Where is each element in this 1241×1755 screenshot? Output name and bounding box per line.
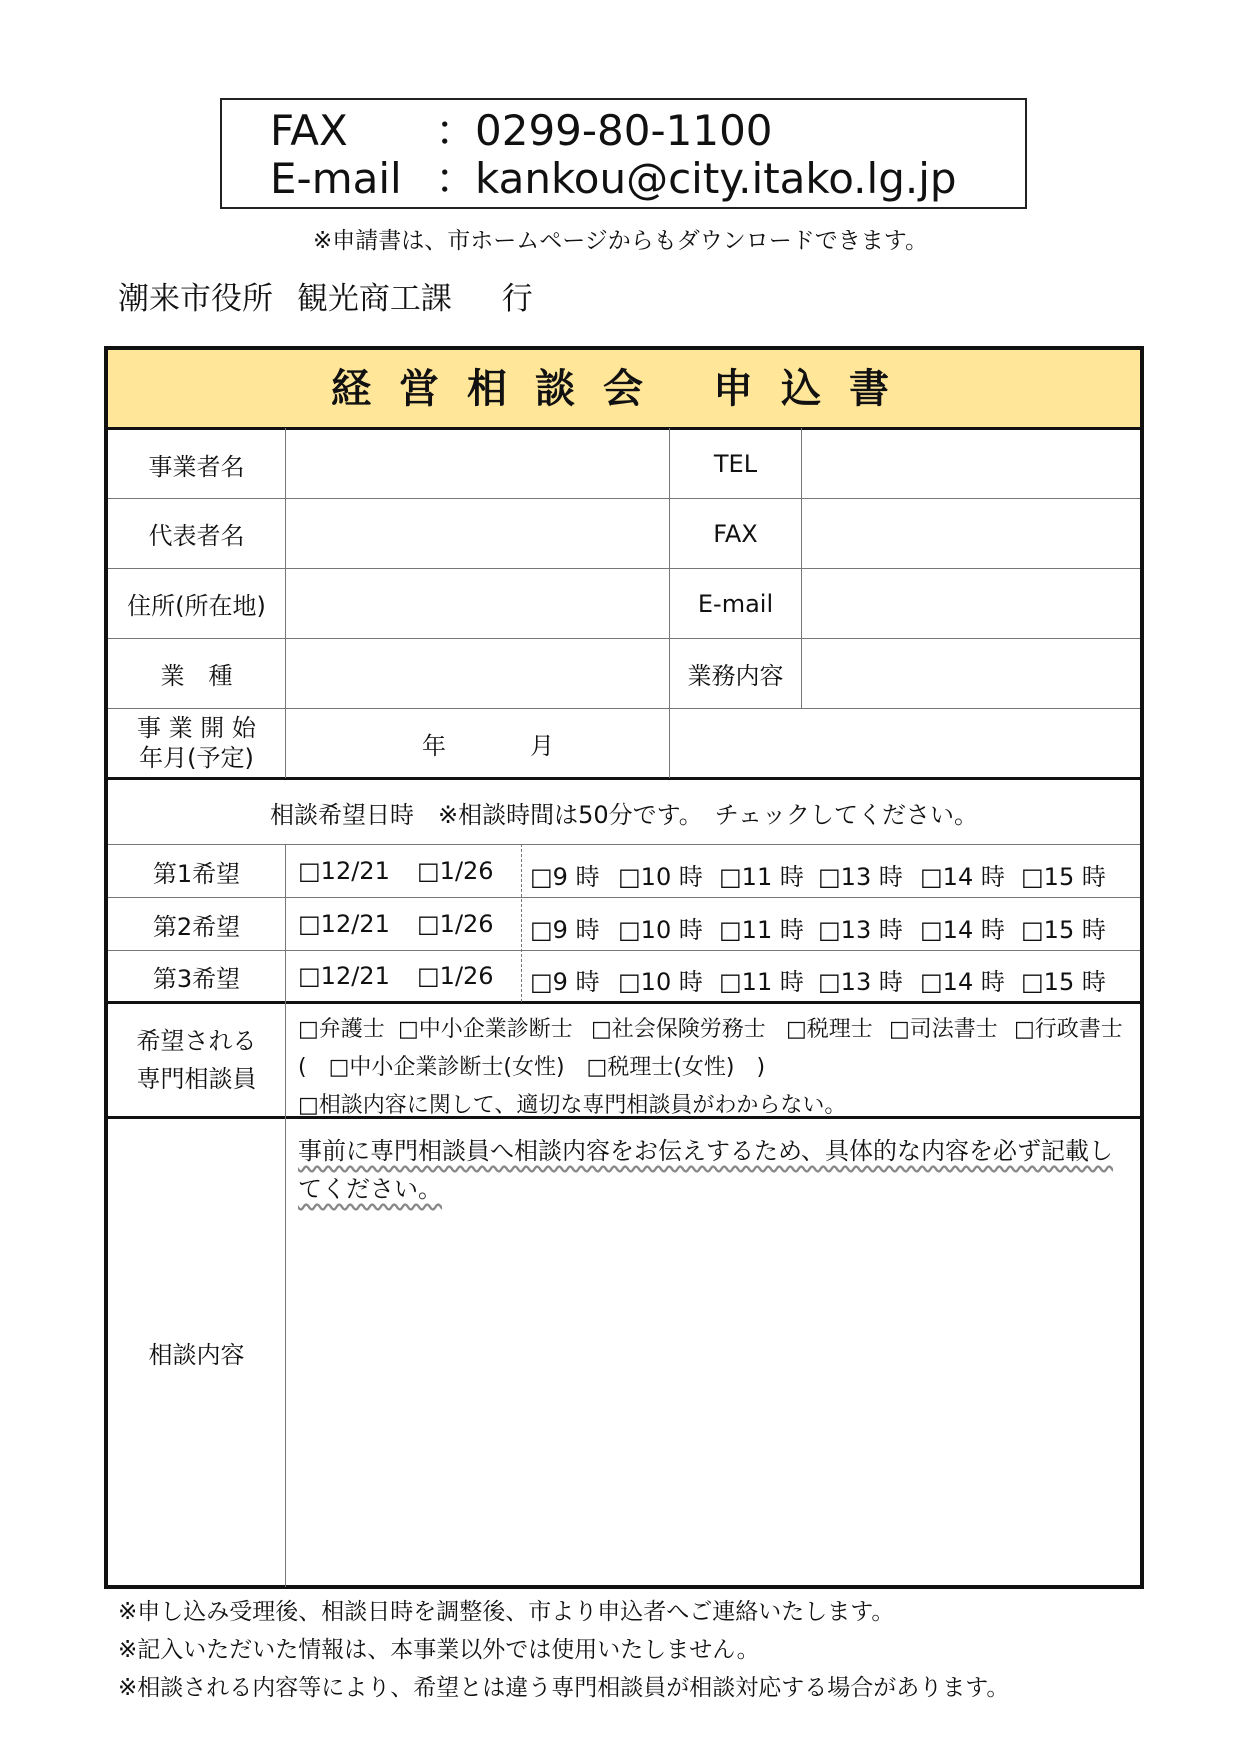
time-checkbox[interactable]: □10 時 [618,968,703,996]
addressee-office: 潮来市役所 [118,281,273,317]
consultant-option-female[interactable]: ( □中小企業診断士(女性) □税理士(女性) ) [298,1055,766,1080]
fax-label: FAX [270,106,348,155]
time-checkbox[interactable]: □11 時 [719,863,804,891]
email-address: kankou@city.itako.lg.jp [475,154,957,203]
schedule-header: 相談希望日時 ※相談時間は50分です。 チェックしてください。 [269,800,978,829]
address-input[interactable] [286,569,669,638]
business-content-input[interactable] [802,639,1140,708]
time-checkbox[interactable]: □11 時 [719,916,804,944]
time-checkbox[interactable]: □15 時 [1021,968,1106,996]
date-checkbox[interactable]: □1/26 [417,857,494,885]
industry-label: 業 種 [160,662,233,690]
business-content-label: 業務内容 [687,662,784,690]
consultant-option[interactable]: □弁護士 [298,1017,385,1042]
addressee-dept: 観光商工課 [296,281,452,317]
time-checkbox[interactable]: □10 時 [618,863,703,891]
fax-number: 0299-80-1100 [475,106,773,155]
date-checkbox[interactable]: □12/21 [298,910,390,938]
consultant-option[interactable]: □司法書士 [889,1017,998,1042]
col-divider [285,844,286,1002]
business-name-label: 事業者名 [148,452,245,481]
time-checkbox[interactable]: □13 時 [818,916,903,944]
consultant-label-line1: 希望される [136,1027,257,1055]
fax-input[interactable] [802,499,1140,568]
email-separator: ： [435,154,478,203]
email-label-cell: E-mail [697,589,774,618]
consultant-option[interactable]: □税理士 [786,1017,873,1042]
footnote: ※記入いただいた情報は、本事業以外では使用いたしません。 [118,1637,760,1663]
application-form [104,346,1144,1589]
time-checkbox[interactable]: □10 時 [618,916,703,944]
start-date-label-line1: 事 業 開 始 [137,714,256,742]
choice-label: 第1希望 [152,859,241,888]
content-label: 相談内容 [148,1340,245,1369]
consultant-label-line2: 専門相談員 [136,1065,257,1093]
form-title: 経営相談会 申込書 [108,350,1140,430]
time-checkbox[interactable]: □14 時 [920,968,1005,996]
content-textarea[interactable] [286,1200,1140,1585]
start-date-input[interactable] [286,709,669,777]
tel-label: TEL [713,450,758,478]
date-checkbox[interactable]: □12/21 [298,962,390,990]
footnote: ※申し込み受理後、相談日時を調整後、市より申込者へご連絡いたします。 [118,1599,895,1625]
content-instruction: 事前に専門相談員へ相談内容をお伝えするため、具体的な内容を必ず記載してください。 [298,1137,1114,1203]
consultant-label [108,1004,285,1116]
date-checkbox[interactable]: □12/21 [298,857,390,885]
date-checkbox[interactable]: □1/26 [417,962,494,990]
tel-input[interactable] [802,430,1140,498]
start-date-label [108,709,285,777]
time-checkbox[interactable]: □9 時 [530,863,600,891]
fax-label-cell: FAX [713,519,758,548]
representative-label: 代表者名 [148,522,245,550]
time-checkbox[interactable]: □14 時 [920,863,1005,891]
time-checkbox[interactable]: □13 時 [818,968,903,996]
consultant-option-unknown[interactable]: □相談内容に関して、適切な専門相談員がわからない。 [298,1093,847,1118]
email-input[interactable] [802,569,1140,638]
time-checkbox[interactable]: □15 時 [1021,916,1106,944]
email-label: E-mail [270,154,402,203]
time-checkbox[interactable]: □9 時 [530,916,600,944]
contact-box [220,98,1027,209]
industry-input[interactable] [286,639,669,708]
representative-input[interactable] [286,499,669,568]
consultant-option[interactable]: □中小企業診断士 [398,1017,573,1042]
time-checkbox[interactable]: □11 時 [719,968,804,996]
email-line [270,154,957,204]
consultant-option[interactable]: □行政書士 [1014,1017,1123,1042]
time-checkbox[interactable]: □9 時 [530,968,600,996]
time-checkbox[interactable]: □14 時 [920,916,1005,944]
fax-separator: ： [435,106,478,155]
footnote: ※相談される内容等により、希望とは違う専門相談員が相談対応する場合があります。 [118,1675,1010,1701]
blank-cell [670,709,1140,777]
time-checkbox[interactable]: □13 時 [818,863,903,891]
choice-label: 第3希望 [152,964,241,993]
addressee [118,273,533,318]
col-divider-dashed [521,844,522,1002]
address-label: 住所(所在地) [127,592,266,620]
fax-line [270,106,773,156]
choice-label: 第2希望 [152,912,241,941]
addressee-suffix: 行 [501,281,533,317]
download-note: ※申請書は、市ホームページからもダウンロードできます。 [313,228,928,254]
time-checkbox[interactable]: □15 時 [1021,863,1106,891]
year-label: 年 [422,731,446,760]
business-name-input[interactable] [286,430,669,498]
date-checkbox[interactable]: □1/26 [417,910,494,938]
consultant-option[interactable]: □社会保険労務士 [591,1017,766,1042]
start-date-label-line2: 年月(予定) [139,744,254,772]
month-label: 月 [530,731,554,760]
